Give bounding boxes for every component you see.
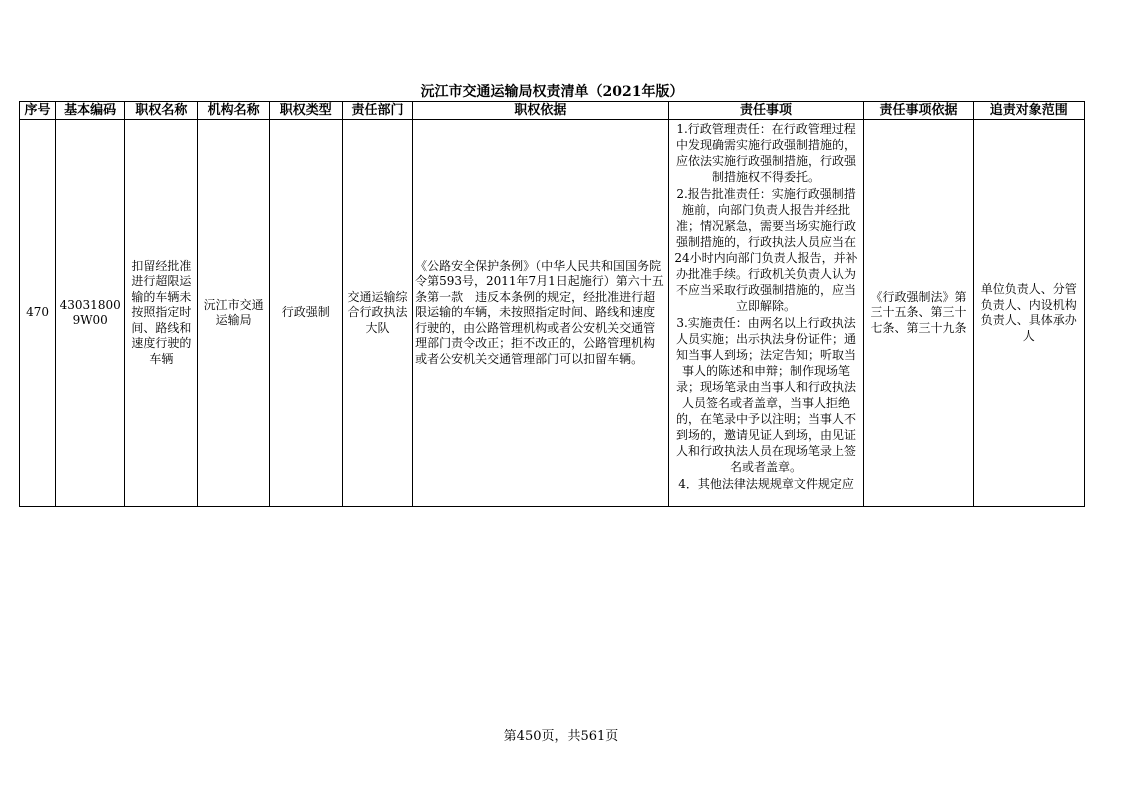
table-row <box>20 120 1085 507</box>
header-responsibilities: 责任事项 <box>668 102 864 120</box>
responsibility-item: 3.实施责任：由两名以上行政执法人员实施；出示执法身份证件；通知当事人到场；法定告知；听取当事人的陈述和申辩；制作现场笔录；现场笔录由当事人和行政执法人员签名或者盖章，当事人拒绝的，在笔录中予以注明；当事人不到场的，邀请见证人到场，由见证人和行政执法人员在现场笔录上签名或者盖章。 <box>676 316 857 474</box>
header-agency: 机构名称 <box>198 102 269 120</box>
header-responsibility-basis: 责任事项依据 <box>864 102 973 120</box>
cell-responsibility-basis <box>864 120 973 507</box>
header-department: 责任部门 <box>342 102 412 120</box>
cell-index <box>20 120 56 507</box>
department-value: 交通运输综合行政执法大队 <box>347 289 408 335</box>
code-value: 430318009W00 <box>59 297 121 327</box>
page-title: 沅江市交通运输局权责清单（2021年版） <box>420 84 684 100</box>
cell-accountability-scope <box>973 120 1084 507</box>
responsibility-item: 2.报告批准责任：实施行政强制措施前，向部门负责人报告并经批准；情况紧急，需要当场实施行政强制措施的，行政执法人员应当在24小时内向部门负责人报告，并补办批准手续。行政机关负责人认为不应当采取行政强制措施的，应当立即解除。 <box>674 187 858 313</box>
header-power-type: 职权类型 <box>269 102 342 120</box>
cell-responsibilities <box>668 120 864 507</box>
accountability-scope-value: 单位负责人、分管负责人、内设机构负责人、具体承办人 <box>980 282 1077 343</box>
cell-department <box>342 120 412 507</box>
index-value: 470 <box>26 305 49 320</box>
page-number: 第450页，共561页 <box>503 729 619 744</box>
table-header-row <box>20 102 1085 120</box>
responsibility-basis-value: 《行政强制法》第三十五条、第三十七条、第三十九条 <box>870 289 967 335</box>
power-type-value: 行政强制 <box>281 305 330 320</box>
responsibilities-list <box>669 120 864 506</box>
cell-power-name <box>125 120 198 507</box>
cell-code <box>56 120 125 507</box>
header-index: 序号 <box>20 102 56 120</box>
cell-agency <box>198 120 269 507</box>
header-accountability-scope: 追责对象范围 <box>973 102 1084 120</box>
header-basis: 职权依据 <box>413 102 669 120</box>
header-power-name: 职权名称 <box>125 102 198 120</box>
cell-power-type <box>269 120 342 507</box>
responsibility-item: 1.行政管理责任：在行政管理过程中发现确需实施行政强制措施的，应依法实施行政强制措施，行政强制措施权不得委托。 <box>676 122 857 184</box>
power-name-value: 扣留经批准进行超限运输的车辆未按照指定时间、路线和速度行驶的车辆 <box>131 258 192 366</box>
cell-basis <box>413 120 669 507</box>
agency-value: 沅江市交通运输局 <box>203 297 264 327</box>
responsibility-item: 4．其他法律法规规章文件规定应 <box>678 477 854 491</box>
power-responsibility-table <box>19 101 1085 507</box>
header-code: 基本编码 <box>56 102 125 120</box>
basis-value: 《公路安全保护条例》（中华人民共和国国务院令第593号，2011年7月1日起施行）第六十五条第一款 违反本条例的规定，经批准进行超限运输的车辆，未按照指定时间、路线和速度行驶的，由公路管理机构或者公安机关交通管理部门责令改正；拒不改正的，公路管理机构或者公安机关交通管理部门可以扣留车辆。 <box>415 258 664 366</box>
